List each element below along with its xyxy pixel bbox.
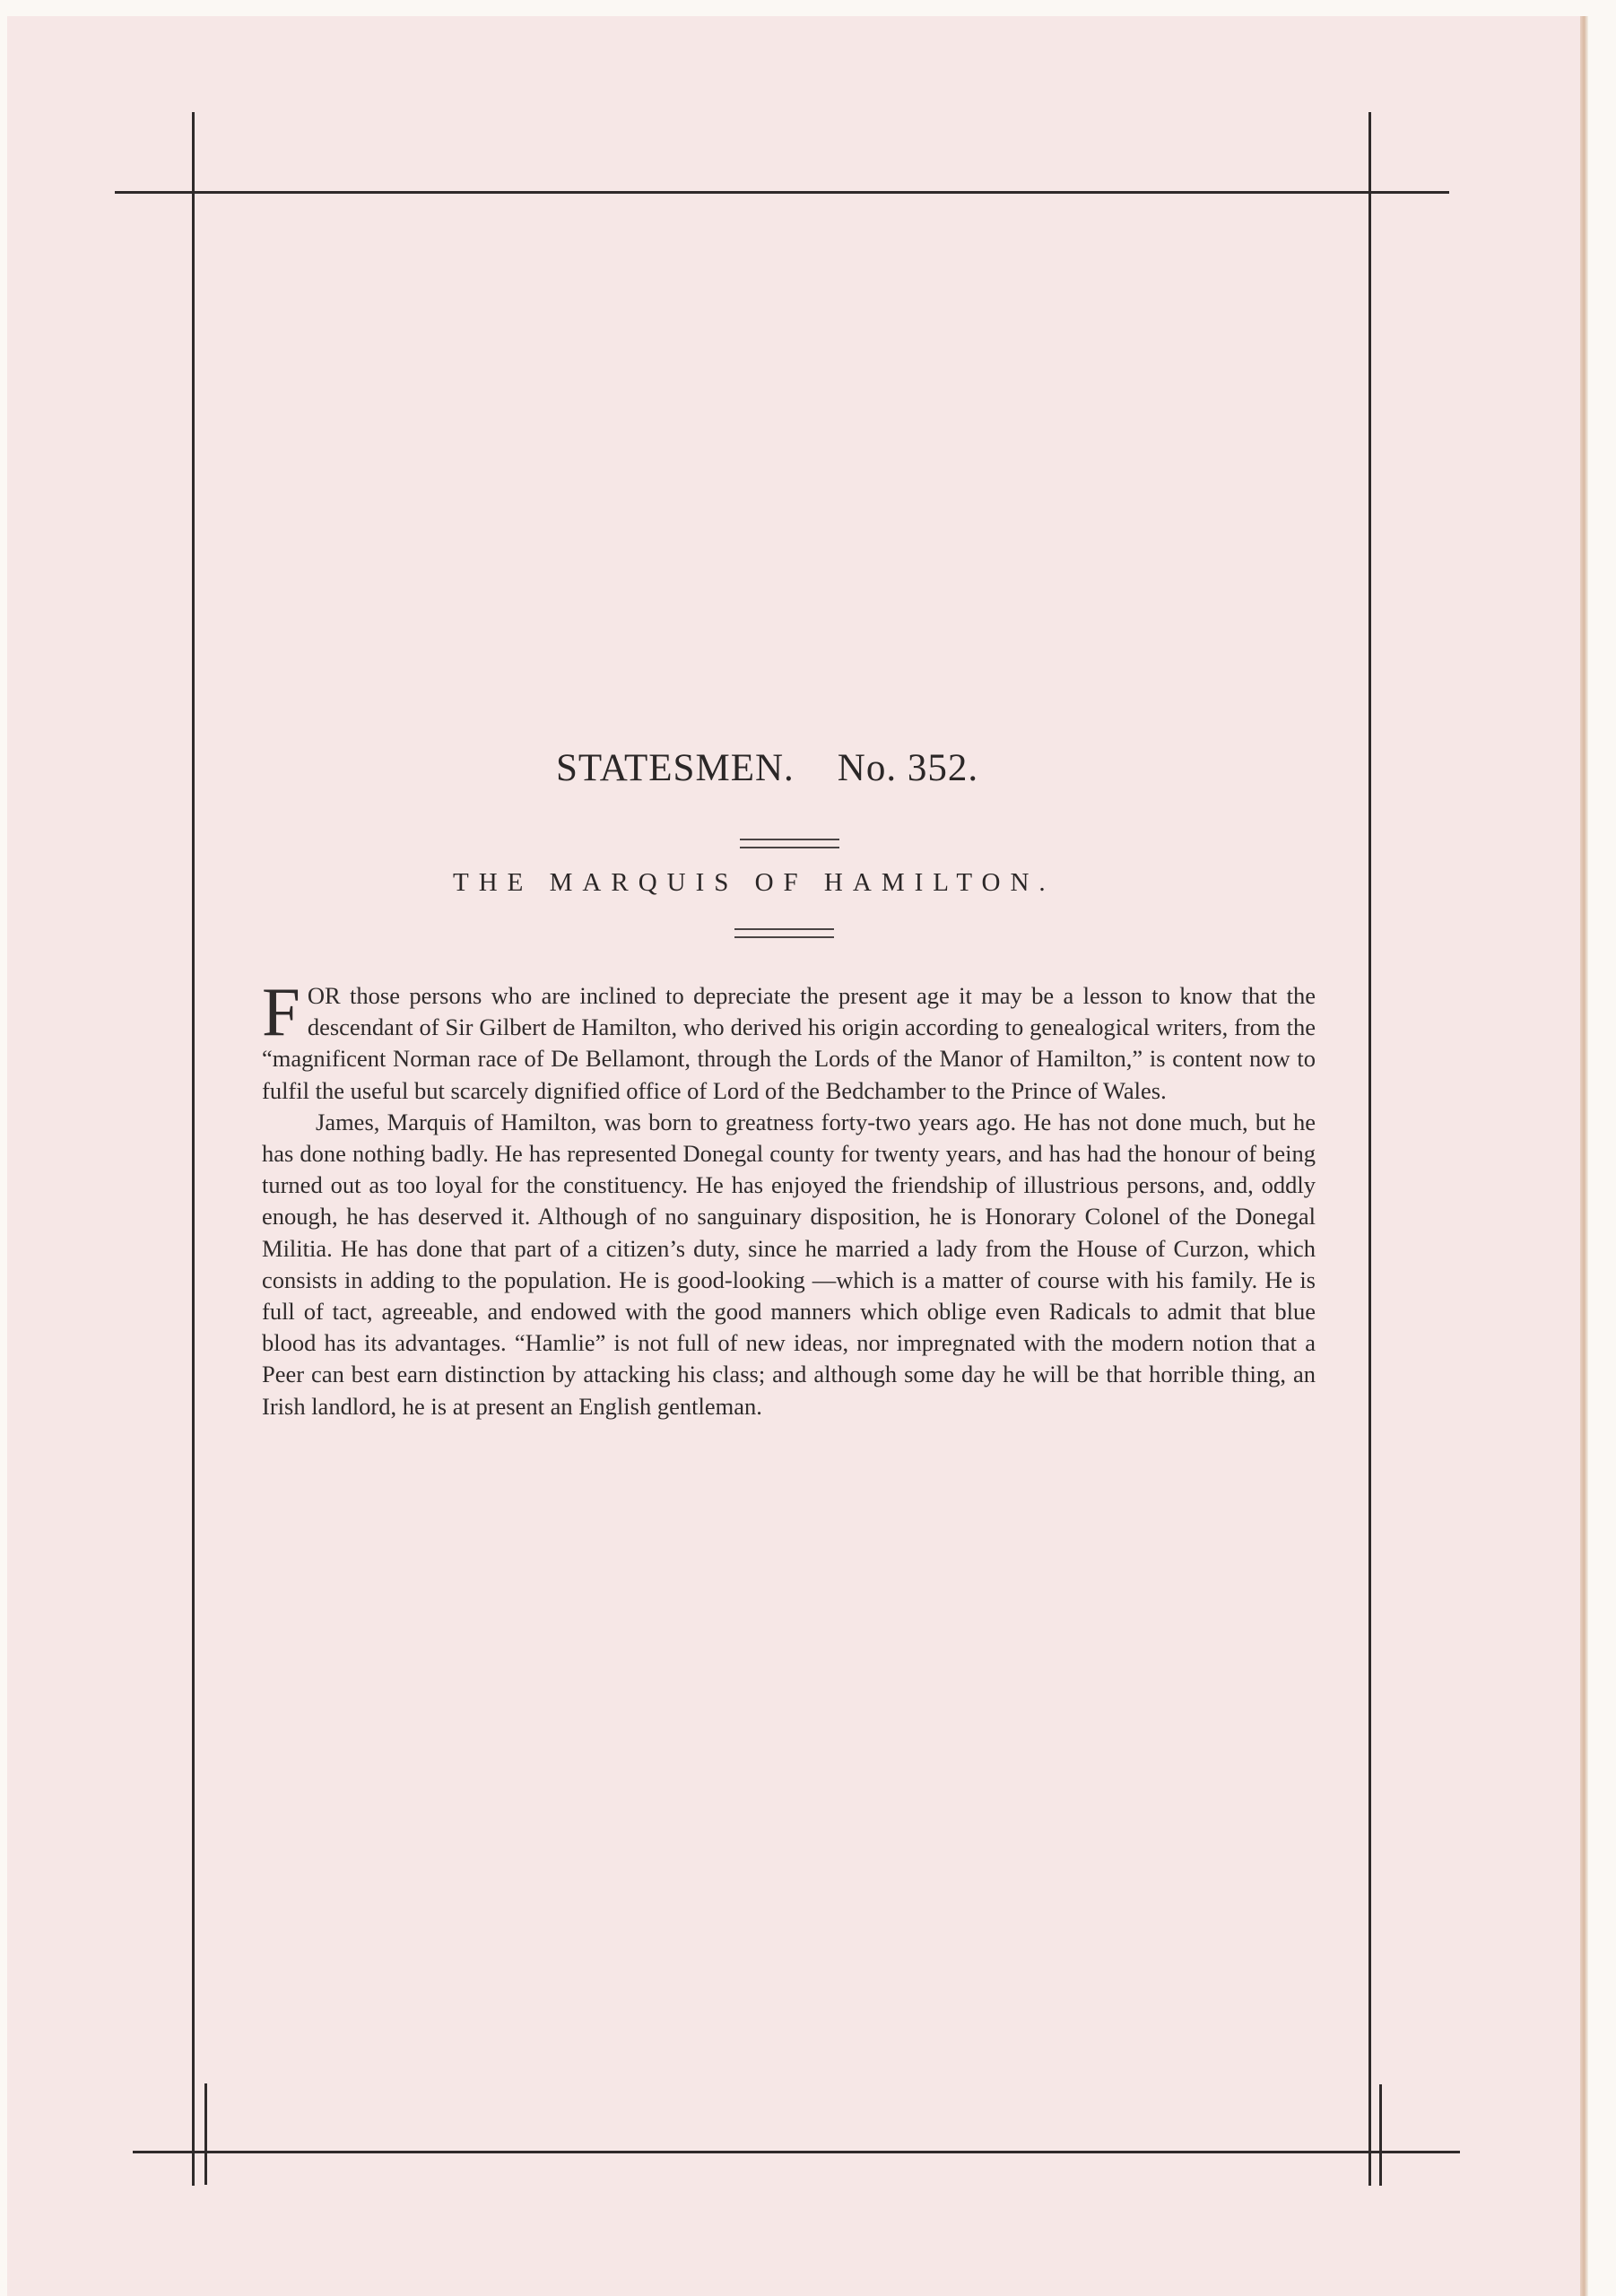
paragraph-1-text: those persons who are inclined to depreciate the present age it may be a lesson to know that the descendant of Sir Gilbert de Hamilton, who derived his origin according to genealogical writers, from the “magnificent Norman race of De Bellamont, through the Lords of the Manor of Hamilton,” is content now to fulfil the useful but scarcely dignified office of Lord of the Bedchamber to the Prince of Wales. bbox=[262, 982, 1316, 1104]
series-number: No. 352. bbox=[837, 747, 979, 789]
page-title bbox=[556, 746, 1058, 790]
left-border-rule-lower bbox=[204, 2083, 207, 2185]
paragraph-1 bbox=[262, 973, 1316, 1107]
subtitle-divider bbox=[734, 928, 834, 938]
drop-cap: F bbox=[262, 973, 300, 1050]
article-body bbox=[262, 973, 1316, 1422]
paragraph-1-lead: OR bbox=[307, 982, 341, 1009]
title-divider bbox=[740, 839, 839, 848]
right-border-rule-lower bbox=[1379, 2084, 1382, 2186]
paper-edge bbox=[1580, 16, 1588, 2296]
series-title: STATESMEN. bbox=[556, 747, 795, 789]
right-border-rule bbox=[1368, 112, 1371, 2186]
bottom-border-rule bbox=[133, 2151, 1460, 2153]
left-border-rule bbox=[192, 112, 195, 2186]
subject-title: THE MARQUIS OF HAMILTON. bbox=[453, 868, 1056, 897]
top-border-rule bbox=[115, 191, 1449, 194]
paragraph-2: James, Marquis of Hamilton, was born to greatness forty-two years ago. He has not done much, but he has done nothing badly. He has represented Donegal county for twenty years, and has had the honour of being turned out as too loyal for the constituency. He has enjoyed the friendship of illustrious persons, and, oddly enough, he has deserved it. Although of no sanguinary disposition, he is Honorary Colonel of the Donegal Militia. He has done that part of a citizen’s duty, since he married a lady from the House of Curzon, which consists in adding to the population. He is good-looking —which is a matter of course with his family. He is full of tact, agreeable, and endowed with the good manners which oblige even Radicals to admit that blue blood has its advantages. “Hamlie” is not full of new ideas, nor impregnated with the modern notion that a Peer can best earn distinction by attacking his class; and although some day he will be that horrible thing, an Irish landlord, he is at present an English gentleman. bbox=[262, 1108, 1316, 1420]
